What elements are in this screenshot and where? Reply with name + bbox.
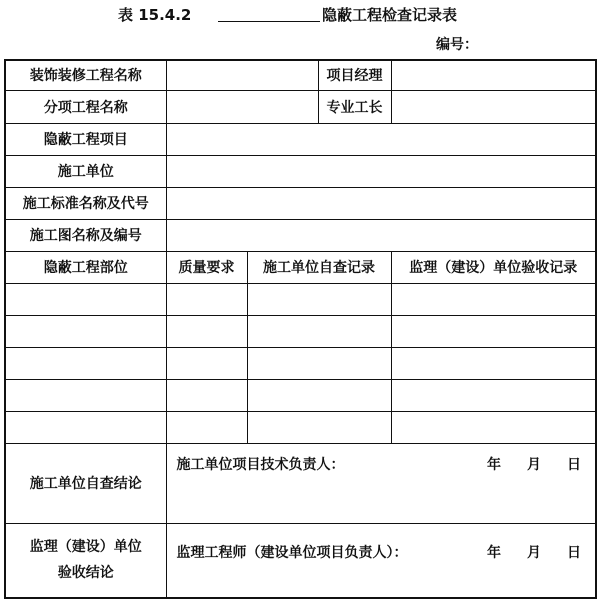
acceptance-signer-label: 监理工程师（建设单位项目负责人）：: [176, 544, 408, 561]
date-day-label: 日: [567, 544, 581, 561]
table-row: [5, 379, 596, 411]
acceptance-cell[interactable]: [391, 379, 596, 411]
drawing-label: 施工图名称及编号: [5, 219, 166, 251]
form-title: [0, 4, 600, 28]
location-cell[interactable]: [5, 347, 166, 379]
quality-cell[interactable]: [166, 347, 247, 379]
self-check-cell[interactable]: [247, 283, 391, 315]
acceptance-cell[interactable]: [391, 283, 596, 315]
standard-field[interactable]: [166, 187, 596, 219]
table-row: [5, 219, 596, 251]
drawing-field[interactable]: [166, 219, 596, 251]
table-row: [5, 90, 596, 123]
date-year-label: 年: [487, 456, 501, 473]
date-month-label: 月: [527, 544, 541, 561]
inspection-record-table: [4, 59, 597, 599]
acceptance-cell[interactable]: [391, 347, 596, 379]
form-title-text: 隐蔽工程检查记录表: [322, 6, 458, 24]
table-row: [5, 283, 596, 315]
self-check-signer-label: 施工单位项目技术负责人：: [176, 456, 345, 473]
acceptance-label-line-1: 监理（建设）单位: [29, 539, 142, 556]
sub-item-name-field[interactable]: [166, 90, 318, 123]
table-row: [5, 155, 596, 187]
date-month-label: 月: [527, 456, 541, 473]
quality-cell[interactable]: [166, 283, 247, 315]
table-row: [5, 60, 596, 90]
acceptance-conclusion-label: [5, 523, 166, 598]
signature-date: [487, 454, 585, 474]
self-check-cell[interactable]: [247, 315, 391, 347]
self-check-conclusion-row: [5, 443, 596, 523]
location-cell[interactable]: [5, 315, 166, 347]
acceptance-conclusion-field[interactable]: [166, 523, 596, 598]
self-check-cell[interactable]: [247, 347, 391, 379]
construction-unit-field[interactable]: [166, 155, 596, 187]
self-check-cell[interactable]: [247, 411, 391, 443]
construction-unit-label: 施工单位: [5, 155, 166, 187]
decoration-project-name-field[interactable]: [166, 60, 318, 90]
column-header-location: 隐蔽工程部位: [5, 251, 166, 283]
self-check-conclusion-field[interactable]: [166, 443, 596, 523]
sub-item-name-label: 分项工程名称: [5, 90, 166, 123]
quality-cell[interactable]: [166, 379, 247, 411]
signature-date: [487, 542, 585, 562]
location-cell[interactable]: [5, 283, 166, 315]
signature-line: [167, 444, 596, 474]
column-header-quality: 质量要求: [166, 251, 247, 283]
acceptance-label-line-2: 验收结论: [57, 565, 114, 582]
self-check-conclusion-label: 施工单位自查结论: [5, 443, 166, 523]
decoration-project-name-label: 装饰装修工程名称: [5, 60, 166, 90]
location-cell[interactable]: [5, 411, 166, 443]
column-header-self-check: 施工单位自查记录: [247, 251, 391, 283]
date-year-label: 年: [487, 544, 501, 561]
table-row: [5, 123, 596, 155]
acceptance-cell[interactable]: [391, 411, 596, 443]
project-manager-label: 项目经理: [318, 60, 391, 90]
signature-line: [167, 524, 596, 562]
concealed-item-field[interactable]: [166, 123, 596, 155]
table-row: [5, 347, 596, 379]
foreman-label: 专业工长: [318, 90, 391, 123]
acceptance-cell[interactable]: [391, 315, 596, 347]
project-name-blank-line[interactable]: [218, 21, 320, 22]
serial-number-label: 编号：: [436, 37, 478, 53]
self-check-cell[interactable]: [247, 379, 391, 411]
quality-cell[interactable]: [166, 315, 247, 347]
table-row: [5, 315, 596, 347]
project-manager-field[interactable]: [391, 60, 596, 90]
location-cell[interactable]: [5, 379, 166, 411]
date-day-label: 日: [567, 456, 581, 473]
quality-cell[interactable]: [166, 411, 247, 443]
concealed-item-label: 隐蔽工程项目: [5, 123, 166, 155]
table-row: [5, 187, 596, 219]
acceptance-conclusion-row: [5, 523, 596, 598]
table-number: 表 15.4.2: [118, 6, 192, 24]
table-row: [5, 411, 596, 443]
standard-label: 施工标准名称及代号: [5, 187, 166, 219]
column-header-acceptance: 监理（建设）单位验收记录: [391, 251, 596, 283]
foreman-field[interactable]: [391, 90, 596, 123]
check-table-header: [5, 251, 596, 283]
